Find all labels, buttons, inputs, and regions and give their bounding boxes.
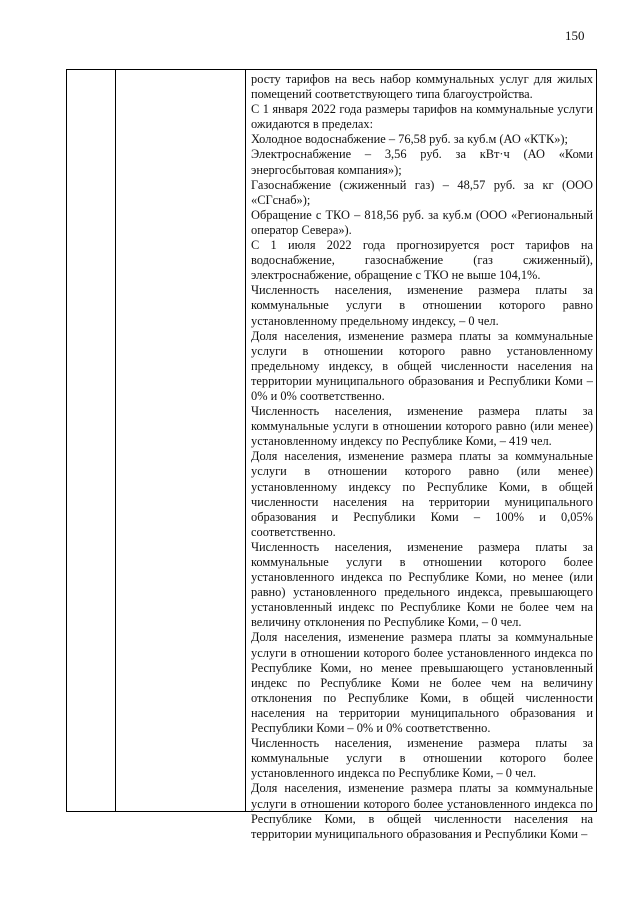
paragraph: Доля населения, изменение размера платы за коммунальные услуги в отношении которого равно (или менее) установленному индексу по Республике Коми, в общей численности населения на территории муниципального образования и Республики Коми – 100% и 0,05% соответственно.: [251, 449, 593, 539]
paragraph: росту тарифов на весь набор коммунальных услуг для жилых помещений соответствующего типа благоустройства.: [251, 72, 593, 102]
paragraph: Обращение с ТКО – 818,56 руб. за куб.м (ООО «Региональный оператор Севера»).: [251, 207, 593, 237]
paragraph: Численность населения, изменение размера платы за коммунальные услуги в отношении которого равно установленному предельному индексу, – 0 чел.: [251, 283, 593, 328]
document-table: [66, 69, 597, 841]
paragraph: Холодное водоснабжение – 76,58 руб. за куб.м (АО «КТК»);: [251, 132, 568, 147]
paragraph: Газоснабжение (сжиженный газ) – 48,57 руб. за кг (ООО «СГснаб»);: [251, 177, 593, 207]
paragraph: Доля населения, изменение размера платы за коммунальные услуги в отношении которого более установленного индекса по Республике Коми, но менее превышающего установленный индекс по Республике Коми не более чем на величину отклонения по Республике Коми, в общей численности населения на территории муниципального образования и Республики Коми – 0% и 0% соответственно.: [251, 630, 593, 736]
paragraph: Численность населения, изменение размера платы за коммунальные услуги в отношении которого равно (или менее) установленному индексу по Республике Коми, – 419 чел.: [251, 404, 593, 449]
text-cell: [251, 72, 593, 842]
paragraph: С 1 июля 2022 года прогнозируется рост тарифов на водоснабжение, газоснабжение (газ сжиженный), электроснабжение, обращение с ТКО не выше 104,1%.: [251, 238, 593, 283]
column-divider: [115, 70, 116, 811]
page-number: 150: [565, 28, 585, 43]
paragraph: Численность населения, изменение размера платы за коммунальные услуги в отношении которого более установленного индекса по Республике Коми, – 0 чел.: [251, 736, 593, 781]
paragraph: Численность населения, изменение размера платы за коммунальные услуги в отношении которого более установленного индекса по Республике Коми, но менее (или равно) установленного предельного индекса, превышающего установленный индекс по Республике Коми не более чем на величину отклонения по Республике Коми, – 0 чел.: [251, 539, 593, 630]
paragraph: С 1 января 2022 года размеры тарифов на коммунальные услуги ожидаются в пределах:: [251, 102, 593, 132]
column-divider: [245, 70, 246, 811]
paragraph: Доля населения, изменение размера платы за коммунальные услуги в отношении которого равно установленному предельному индексу, в общей численности населения на территории муниципального образования и Республики Коми – 0% и 0% соответственно.: [251, 328, 593, 403]
paragraph: Электроснабжение – 3,56 руб. за кВт·ч (АО «Коми энергосбытовая компания»);: [251, 147, 593, 177]
paragraph: Доля населения, изменение размера платы за коммунальные услуги в отношении которого более установленного индекса по Республике Коми, в общей численности населения на территории муниципального образования и Республики Коми –: [251, 781, 593, 841]
